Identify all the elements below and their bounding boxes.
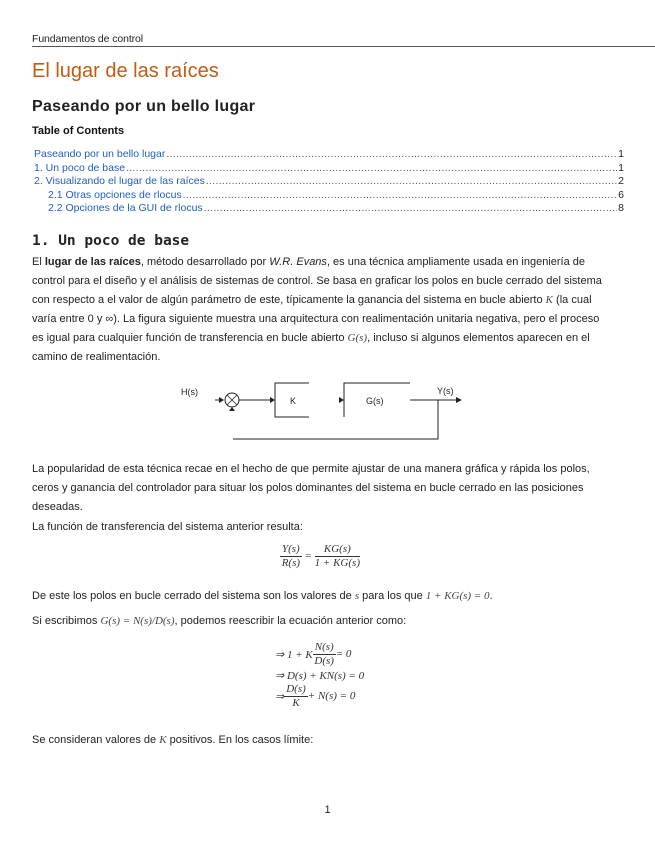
equation-derivation [275, 640, 365, 709]
math-s: s [354, 590, 360, 602]
paragraph-limit-cases [32, 731, 612, 750]
toc-label: Paseando por un bello lugar [34, 148, 166, 160]
toc-leader [183, 189, 618, 203]
block-diagram [170, 375, 480, 445]
text: El [32, 256, 45, 268]
toc-leader [166, 148, 617, 162]
paragraph-intro [32, 253, 612, 367]
bold-term: lugar de las raíces [44, 256, 141, 268]
toc-link-visualizando[interactable] [34, 175, 624, 189]
toc-page-number: 8 [618, 202, 624, 214]
text: + N(s) = 0 [307, 690, 356, 702]
numerator: Y(s) [282, 543, 300, 555]
fraction [284, 683, 308, 710]
text: ⇒ [275, 690, 285, 703]
math-k: K [545, 294, 553, 306]
running-header: Fundamentos de control [32, 33, 655, 47]
text: , método desarrollado por [140, 256, 270, 268]
text: De este los polos en bucle cerrado del sistema son los valores de [32, 590, 355, 602]
paragraph-transfer-function: La función de transferencia del sistema anterior resulta: [32, 521, 303, 533]
math-g: G(s) [347, 332, 368, 344]
toc-page-number: 1 [618, 148, 624, 160]
text: . [489, 590, 493, 602]
author-name: W.R. Evans [269, 256, 327, 268]
text: (la cual varía entre 0 y ∞). La figura siguiente muestra una arquitectura con realimentación unitaria negativa, pero el proceso es igual para cualquier función de transferencia en bucle abierto [32, 294, 600, 344]
toc-link-otras-opciones[interactable] [34, 189, 624, 203]
output-label: Y(s) [437, 386, 454, 396]
toc-label: 1. Un poco de base [34, 161, 126, 174]
numerator: D(s) [286, 682, 306, 695]
text: para los que [359, 590, 426, 602]
text: Si escribimos [32, 615, 101, 627]
controller-label: K [290, 396, 297, 406]
toc-label: 2. Visualizando el lugar de las raíces [34, 175, 205, 187]
numerator: KG(s) [315, 543, 360, 557]
input-label: H(s) [181, 387, 198, 397]
math-condition: 1 + KG(s) = 0 [425, 590, 490, 602]
page-subtitle: Paseando por un bello lugar [32, 98, 256, 115]
toc-label: 2.2 Opciones de la GUI de rlocus [48, 202, 203, 214]
text: , podemos reescribir la ecuación anterior como: [174, 615, 407, 627]
denominator: 1 + KG(s) [314, 557, 360, 569]
fraction [280, 543, 302, 570]
plant-label: G(s) [366, 396, 384, 406]
toc-leader [204, 202, 617, 216]
page-title: El lugar de las raíces [32, 60, 219, 82]
denominator: D(s) [314, 654, 334, 667]
summing-junction-icon [225, 393, 239, 411]
toc-link-un-poco-de-base[interactable] [34, 162, 624, 176]
text: positivos. En los casos límite: [166, 734, 314, 746]
text: Se consideran valores de [32, 734, 160, 746]
toc-heading: Table of Contents [32, 125, 125, 137]
equals-sign: = [301, 550, 315, 563]
text: ⇒ 1 + K [275, 648, 313, 661]
equation-line-3 [275, 682, 364, 709]
section-heading: 1. Un poco de base [32, 233, 190, 249]
equation-line-1 [275, 640, 364, 667]
toc-leader [126, 162, 617, 176]
toc-page-number: 6 [618, 188, 624, 201]
equation-line-2: ⇒ D(s) + KN(s) = 0 [275, 669, 365, 682]
fraction [313, 641, 336, 668]
text: = 0 [335, 648, 352, 660]
numerator: N(s) [314, 640, 334, 653]
toc-page-number: 1 [618, 161, 624, 174]
paragraph-popularity: La popularidad de esta técnica recae en el hecho de que permite ajustar de una manera gráfica y rápida los polos, ceros y ganancia del controlador para situar los polos dominantes del sistema en bucle cerrado en las posiciones deseadas. [32, 463, 590, 513]
table-of-contents [34, 148, 624, 216]
feedback-loop-diagram [170, 375, 480, 445]
equation-closed-loop [280, 543, 360, 570]
toc-leader [206, 175, 617, 189]
fraction [315, 543, 360, 570]
paragraph-rewrite [32, 612, 612, 631]
toc-page-number: 2 [618, 175, 624, 187]
toc-label: 2.1 Otras opciones de rlocus [48, 188, 182, 201]
denominator: K [292, 696, 300, 709]
denominator: R(s) [281, 557, 301, 569]
math-g-definition: G(s) = N(s)/D(s) [100, 615, 175, 627]
paragraph-poles [32, 587, 612, 606]
text: , es una técnica ampliamente usada en ingeniería de control para el diseño y el análisis de sistemas de control. Se basa en graficar los polos en bucle cerrado del sistema con respecto a el valor de algún parámetro de este, típicamente la ganancia del sistema en bucle abierto [32, 256, 602, 306]
page-number: 1 [324, 804, 331, 816]
toc-link-opciones-gui[interactable] [34, 202, 624, 216]
text: , incluso si algunos elementos aparecen en el camino de realimentación. [32, 332, 590, 363]
math-k: K [159, 734, 167, 746]
toc-link-paseando[interactable] [34, 148, 624, 162]
